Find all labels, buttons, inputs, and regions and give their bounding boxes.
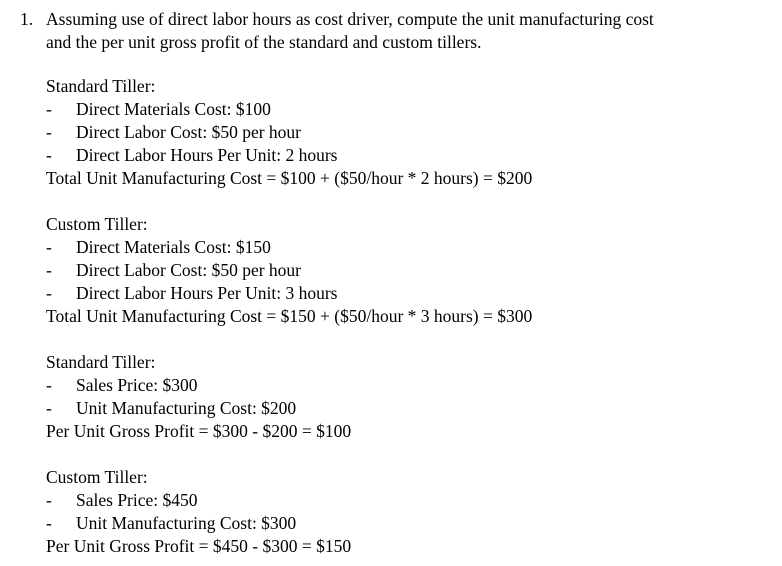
bullet-dash: - xyxy=(46,99,52,119)
bullet-text: Sales Price: $300 xyxy=(76,375,198,395)
bullet-dash: - xyxy=(46,375,52,395)
bullet-dash: - xyxy=(46,490,52,510)
bullet-text: Sales Price: $450 xyxy=(76,490,198,510)
bullet-dash: - xyxy=(46,513,52,533)
question-text xyxy=(46,8,766,54)
bullet-dash: - xyxy=(46,283,52,303)
bullet-text: Unit Manufacturing Cost: $200 xyxy=(76,398,297,418)
section-result: Total Unit Manufacturing Cost = $150 + ($50/hour * 3 hours) = $300 xyxy=(46,306,533,326)
bullet-dash: - xyxy=(46,122,52,142)
section-result: Per Unit Gross Profit = $450 - $300 = $150 xyxy=(46,536,352,556)
section-heading: Custom Tiller: xyxy=(46,214,148,234)
bullet-text: Direct Labor Hours Per Unit: 3 hours xyxy=(76,283,338,303)
section-heading: Standard Tiller: xyxy=(46,76,156,96)
section-heading: Standard Tiller: xyxy=(46,352,156,372)
section-result: Total Unit Manufacturing Cost = $100 + ($50/hour * 2 hours) = $200 xyxy=(46,168,533,188)
bullet-dash: - xyxy=(46,260,52,280)
question-line: Assuming use of direct labor hours as cost driver, compute the unit manufacturing cost xyxy=(46,9,654,29)
section-heading: Custom Tiller: xyxy=(46,467,148,487)
bullet-text: Direct Labor Cost: $50 per hour xyxy=(76,260,302,280)
question-number: 1. xyxy=(20,9,34,29)
bullet-text: Direct Labor Hours Per Unit: 2 hours xyxy=(76,145,338,165)
bullet-dash: - xyxy=(46,237,52,257)
bullet-text: Direct Materials Cost: $150 xyxy=(76,237,271,257)
bullet-dash: - xyxy=(46,398,52,418)
bullet-dash: - xyxy=(46,145,52,165)
question-line: and the per unit gross profit of the standard and custom tillers. xyxy=(46,32,482,52)
bullet-text: Unit Manufacturing Cost: $300 xyxy=(76,513,297,533)
section-result: Per Unit Gross Profit = $300 - $200 = $100 xyxy=(46,421,352,441)
bullet-text: Direct Materials Cost: $100 xyxy=(76,99,271,119)
bullet-text: Direct Labor Cost: $50 per hour xyxy=(76,122,302,142)
